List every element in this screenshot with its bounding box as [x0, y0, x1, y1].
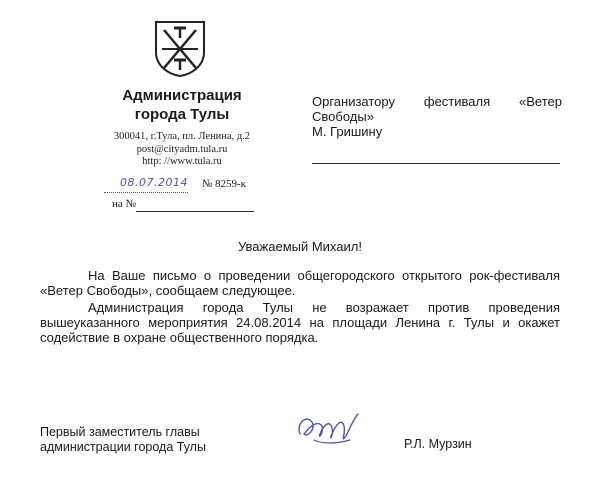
organization-address: 300041, г.Тула, пл. Ленина, д.2: [113, 131, 251, 142]
handwritten-signature: [292, 404, 368, 450]
letter-paragraph-2: Администрация города Тулы не возражает против проведения вышеуказанного мероприятия 24.08.2014 на площади Ленина г. Тулы и окажет содействие в охране общественного порядка.: [40, 300, 560, 345]
addressee-line2: Свободы»: [312, 109, 374, 124]
signatory-position-line1: Первый заместитель главы: [40, 425, 200, 439]
addressee-underline: [312, 163, 560, 164]
date-underline: [104, 192, 188, 193]
addressee-word1: Организатору: [312, 94, 395, 109]
organization-name: [92, 86, 272, 124]
in-reply-to-label: на №: [112, 198, 137, 210]
addressee-line3: М. Гришину: [312, 124, 383, 139]
number-symbol: №: [202, 178, 213, 190]
organization-name-line2: города Тулы: [134, 106, 230, 123]
addressee-line1: [312, 94, 562, 109]
signatory-position-line2: администрации города Тулы: [40, 440, 206, 454]
signatory-position: [40, 425, 260, 455]
handwritten-date: 08.07.2014: [120, 176, 188, 189]
addressee-block: [312, 94, 562, 139]
letter-body: [40, 268, 560, 345]
addressee-word2: фестиваля: [423, 94, 491, 109]
letter-paragraph-1: На Ваше письмо о проведении общегородского открытого рок-фестиваля «Ветер Свободы», сообщаем следующее.: [40, 268, 560, 298]
in-reply-to-underline: [136, 211, 254, 212]
organization-name-line1: Администрация: [122, 87, 242, 104]
signatory-name: Р.Л. Мурзин: [404, 437, 472, 451]
organization-website: http: //www.tula.ru: [142, 156, 222, 167]
organization-contacts: [92, 131, 272, 169]
city-emblem-icon: [152, 18, 208, 78]
salutation: Уважаемый Михаил!: [238, 239, 362, 254]
organization-email: post@cityadm.tula.ru: [136, 143, 228, 155]
addressee-word3: «Ветер: [519, 94, 562, 109]
reference-number: 8259-к: [215, 178, 247, 190]
